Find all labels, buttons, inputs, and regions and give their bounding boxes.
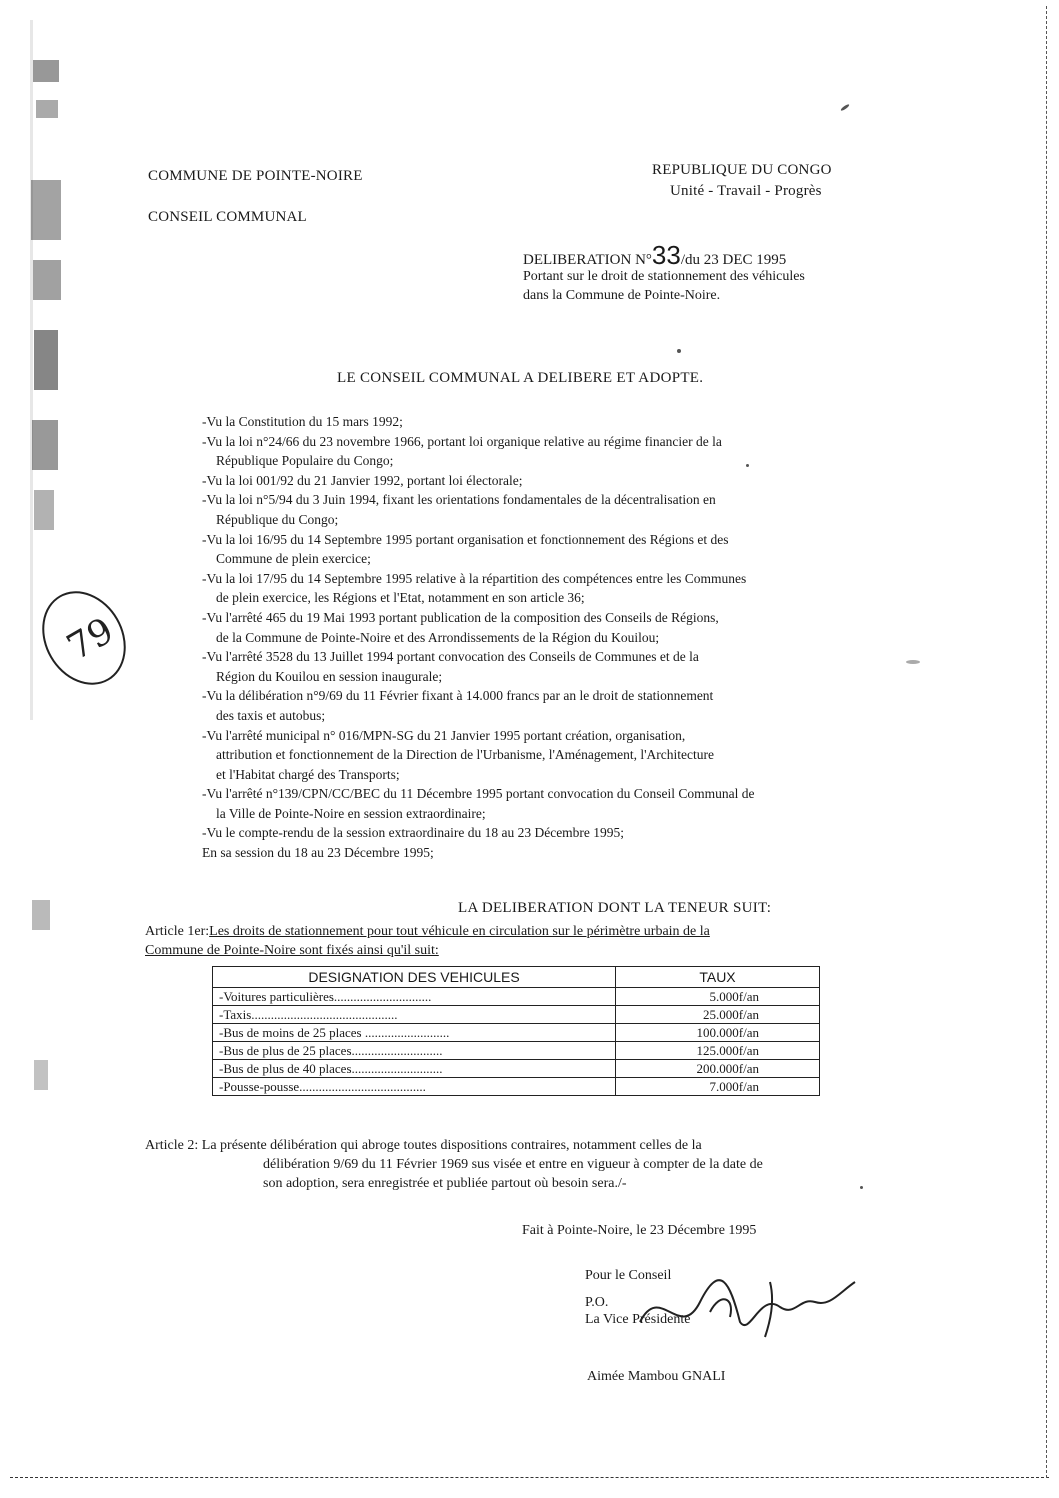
table-row bbox=[213, 988, 820, 1006]
table-row bbox=[213, 1060, 820, 1078]
consideration-line: de la Commune de Pointe-Noire et des Arrondissements de la Région du Kouilou; bbox=[216, 629, 660, 645]
row-taux: 25.000f/an bbox=[616, 1006, 820, 1024]
consideration-line: -Vu l'arrêté 3528 du 13 Juillet 1994 portant convocation des Conseils de Communes et de la bbox=[202, 649, 699, 665]
table-row bbox=[213, 1024, 820, 1042]
council-name: CONSEIL COMMUNAL bbox=[148, 209, 307, 225]
row-taux: 200.000f/an bbox=[616, 1060, 820, 1078]
consideration-line: -Vu la loi 17/95 du 14 Septembre 1995 relative à la répartition des compétences entre les Communes bbox=[202, 570, 747, 586]
scan-speck bbox=[906, 660, 920, 664]
row-designation: -Bus de plus de 25 places............................ bbox=[213, 1042, 616, 1060]
consideration-line: de plein exercice, les Régions et l'Etat, notamment en son article 36; bbox=[216, 590, 585, 606]
margin-mark-text: 79 bbox=[60, 610, 121, 669]
consideration-line: En sa session du 18 au 23 Décembre 1995; bbox=[202, 845, 434, 861]
deliberation-subject-1: Portant sur le droit de stationnement des véhicules bbox=[523, 269, 805, 284]
consideration-line: -Vu l'arrêté municipal n° 016/MPN-SG du 21 Janvier 1995 portant création, organisation, bbox=[202, 727, 686, 743]
consideration-line: -Vu la loi 16/95 du 14 Septembre 1995 portant organisation et fonctionnement des Régions et des bbox=[202, 531, 729, 547]
consideration-line: -Vu la loi n°24/66 du 23 novembre 1966, portant loi organique relative au régime financier de la bbox=[202, 433, 722, 449]
signature-pour: Pour le Conseil bbox=[585, 1268, 672, 1283]
teneur-title: LA DELIBERATION DONT LA TENEUR SUIT: bbox=[458, 900, 772, 916]
scan-speck bbox=[840, 103, 850, 111]
table-row bbox=[213, 1006, 820, 1024]
deliberation-date: /du 23 DEC 1995 bbox=[680, 252, 787, 268]
consideration-line: République du Congo; bbox=[216, 511, 339, 527]
consideration-line: -Vu l'arrêté 465 du 19 Mai 1993 portant publication de la composition des Conseils de Régions, bbox=[202, 609, 719, 625]
consideration-line: Région du Kouilou en session inaugurale; bbox=[216, 668, 443, 684]
handwritten-signature bbox=[620, 1262, 880, 1352]
place-date: Fait à Pointe-Noire, le 23 Décembre 1995 bbox=[522, 1223, 757, 1238]
consideration-line: des taxis et autobus; bbox=[216, 707, 326, 723]
article-2-label: Article 2: bbox=[145, 1138, 199, 1153]
row-taux: 125.000f/an bbox=[616, 1042, 820, 1060]
scan-border-bottom bbox=[10, 1477, 1049, 1478]
republic-name: REPUBLIQUE DU CONGO bbox=[652, 162, 832, 178]
rates-table-header bbox=[213, 967, 820, 988]
deliberation-number: 33 bbox=[651, 240, 681, 270]
deliberation-label: DELIBERATION N° bbox=[523, 252, 652, 268]
consideration-line: Commune de plein exercice; bbox=[216, 551, 371, 567]
article-1-text-2: Commune de Pointe-Noire sont fixés ainsi qu'il suit: bbox=[145, 943, 439, 958]
scan-speck bbox=[746, 464, 749, 467]
row-designation: -Bus de plus de 40 places............................ bbox=[213, 1060, 616, 1078]
adopt-title: LE CONSEIL COMMUNAL A DELIBERE ET ADOPTE. bbox=[337, 370, 704, 386]
consideration-line: -Vu l'arrêté n°139/CPN/CC/BEC du 11 Décembre 1995 portant convocation du Conseil Communal de bbox=[202, 786, 755, 802]
table-row bbox=[213, 1078, 820, 1096]
rates-table bbox=[212, 966, 820, 1096]
signature-po: P.O. bbox=[585, 1295, 609, 1310]
consideration-line: -Vu la loi n°5/94 du 3 Juin 1994, fixant les orientations fondamentales de la décentralisation en bbox=[202, 492, 716, 508]
article-1-text-1: Les droits de stationnement pour tout véhicule en circulation sur le périmètre urbain de la bbox=[209, 924, 710, 939]
handwritten-margin-mark bbox=[28, 582, 138, 692]
row-designation: -Taxis............................................. bbox=[213, 1006, 616, 1024]
article-2-text-1: La présente délibération qui abroge toutes dispositions contraires, notamment celles de la bbox=[201, 1138, 702, 1153]
consideration-line: -Vu le compte-rendu de la session extraordinaire du 18 au 23 Décembre 1995; bbox=[202, 825, 625, 841]
scan-speck bbox=[677, 349, 681, 353]
row-designation: -Bus de moins de 25 places .......................... bbox=[213, 1024, 616, 1042]
considerations-list bbox=[202, 412, 942, 863]
row-taux: 5.000f/an bbox=[616, 988, 820, 1006]
article-2 bbox=[145, 1136, 935, 1193]
scan-border-right bbox=[1046, 6, 1047, 1478]
scan-edge-noise bbox=[0, 0, 70, 1498]
article-1-label: Article 1er: bbox=[145, 924, 210, 939]
row-taux: 100.000f/an bbox=[616, 1024, 820, 1042]
row-taux: 7.000f/an bbox=[616, 1078, 820, 1096]
table-row bbox=[213, 1042, 820, 1060]
consideration-line: -Vu la loi 001/92 du 21 Janvier 1992, portant loi électorale; bbox=[202, 472, 523, 488]
consideration-line: République Populaire du Congo; bbox=[216, 453, 394, 469]
article-2-text-3: son adoption, sera enregistrée et publiée partout où besoin sera./- bbox=[263, 1176, 627, 1191]
consideration-line: et l'Habitat chargé des Transports; bbox=[216, 766, 400, 782]
signatory-name: Aimée Mambou GNALI bbox=[587, 1369, 726, 1384]
consideration-line: la Ville de Pointe-Noire en session extraordinaire; bbox=[216, 805, 486, 821]
deliberation-heading bbox=[523, 240, 786, 271]
article-1 bbox=[145, 922, 905, 960]
col-designation-header: DESIGNATION DES VEHICULES bbox=[213, 967, 616, 988]
consideration-line: -Vu la délibération n°9/69 du 11 Février fixant à 14.000 francs par an le droit de stationnement bbox=[202, 688, 714, 704]
col-taux-header: TAUX bbox=[616, 967, 820, 988]
row-designation: -Pousse-pousse....................................... bbox=[213, 1078, 616, 1096]
scan-speck bbox=[860, 1186, 863, 1189]
row-designation: -Voitures particulières.............................. bbox=[213, 988, 616, 1006]
consideration-line: -Vu la Constitution du 15 mars 1992; bbox=[202, 414, 403, 429]
article-2-text-2: délibération 9/69 du 11 Février 1969 sus visée et entre en vigueur à compter de la date de bbox=[263, 1157, 763, 1172]
signature-role: La Vice Présidente bbox=[585, 1312, 691, 1327]
commune-name: COMMUNE DE POINTE-NOIRE bbox=[148, 168, 363, 184]
deliberation-subject-2: dans la Commune de Pointe-Noire. bbox=[523, 288, 721, 303]
republic-motto: Unité - Travail - Progrès bbox=[670, 183, 822, 199]
consideration-line: attribution et fonctionnement de la Direction de l'Urbanisme, l'Aménagement, l'Architecture bbox=[216, 747, 715, 763]
